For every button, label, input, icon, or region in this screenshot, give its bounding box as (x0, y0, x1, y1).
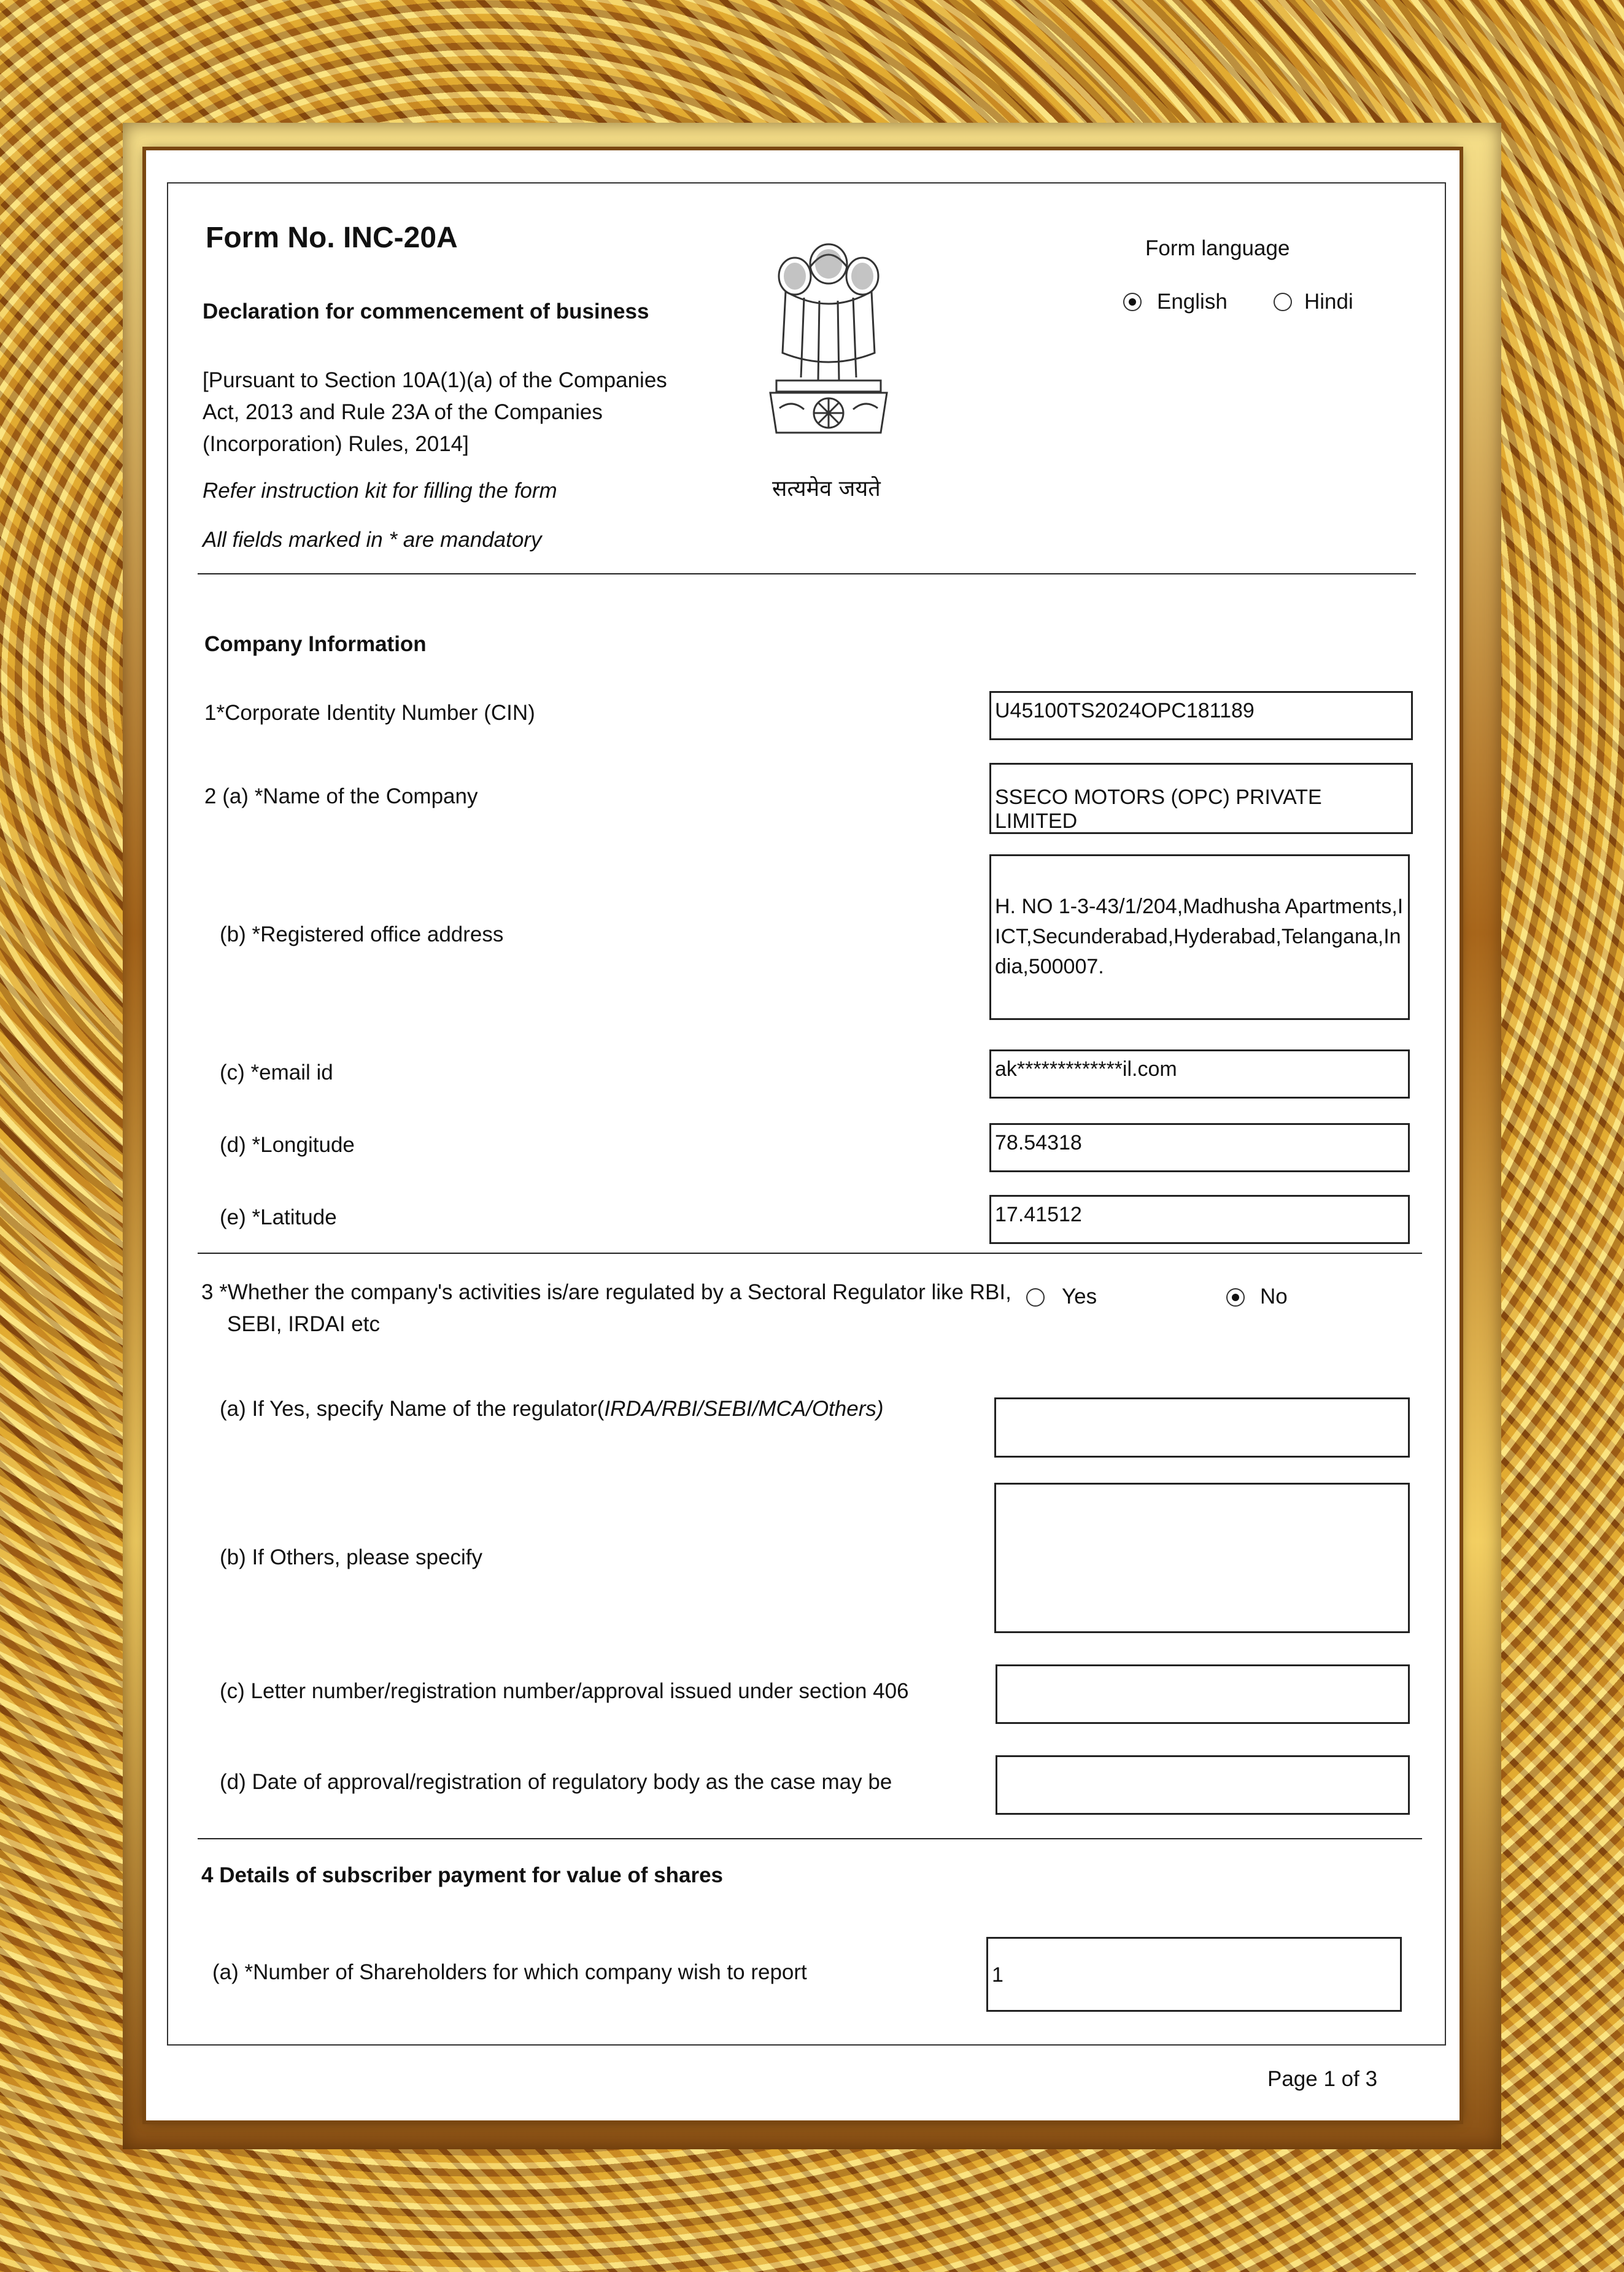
others-specify-label: (b) If Others, please specify (220, 1545, 482, 1569)
pursuant-line-2: Act, 2013 and Rule 23A of the Companies (203, 400, 603, 424)
national-emblem-icon (752, 230, 905, 463)
radio-regulated-no-label: No (1260, 1285, 1288, 1308)
email-field[interactable]: ak*************il.com (989, 1049, 1410, 1099)
approval-date-label: (d) Date of approval/registration of regulatory body as the case may be (220, 1770, 892, 1794)
declaration-title: Declaration for commencement of business (203, 299, 649, 323)
latitude-label: (e) *Latitude (220, 1205, 337, 1229)
section-divider-4 (198, 1838, 1422, 1839)
pursuant-line-3: (Incorporation) Rules, 2014] (203, 432, 469, 456)
regulator-name-label: (a) If Yes, specify Name of the regulator(IRDA/RBI/SEBI/MCA/Others) (220, 1397, 884, 1421)
mandatory-note: All fields marked in * are mandatory (203, 528, 542, 552)
shares-heading: 4 Details of subscriber payment for value of shares (201, 1863, 724, 1887)
approval-number-label: (c) Letter number/registration number/approval issued under section 406 (220, 1679, 909, 1703)
emblem-motto: सत्यमेव जयते (772, 476, 881, 501)
office-address-label: (b) *Registered office address (220, 922, 504, 946)
header-divider (198, 573, 1416, 574)
latitude-field[interactable]: 17.41512 (989, 1195, 1410, 1244)
form-language-label: Form language (1145, 236, 1290, 260)
radio-english-label: English (1157, 290, 1228, 314)
regulator-question-line-1: 3 *Whether the company's activities is/are regulated by a Sectoral Regulator like RBI, (201, 1280, 1011, 1304)
radio-english[interactable] (1123, 293, 1142, 311)
shareholders-count-label: (a) *Number of Shareholders for which company wish to report (212, 1960, 807, 1984)
cin-field[interactable]: U45100TS2024OPC181189 (989, 691, 1413, 740)
others-specify-field[interactable] (994, 1483, 1410, 1633)
form-title: Form No. INC-20A (206, 222, 458, 254)
instruction-text: Refer instruction kit for filling the form (203, 479, 557, 503)
radio-hindi-label: Hindi (1304, 290, 1353, 314)
company-info-heading: Company Information (204, 632, 427, 656)
approval-date-field[interactable] (996, 1755, 1410, 1815)
company-name-field[interactable]: SSECO MOTORS (OPC) PRIVATE LIMITED (989, 763, 1413, 834)
shareholders-count-field[interactable]: 1 (986, 1937, 1402, 2012)
radio-regulated-yes[interactable] (1026, 1288, 1045, 1307)
company-name-label: 2 (a) *Name of the Company (204, 784, 478, 808)
radio-regulated-yes-label: Yes (1062, 1285, 1097, 1308)
section-divider-3 (198, 1253, 1422, 1254)
approval-number-field[interactable] (996, 1664, 1410, 1724)
regulator-name-field[interactable] (994, 1397, 1410, 1458)
cin-label: 1*Corporate Identity Number (CIN) (204, 701, 535, 725)
longitude-label: (d) *Longitude (220, 1133, 355, 1157)
radio-hindi[interactable] (1274, 293, 1292, 311)
page-number: Page 1 of 3 (1267, 2067, 1378, 2091)
longitude-field[interactable]: 78.54318 (989, 1123, 1410, 1172)
office-address-field[interactable]: H. NO 1-3-43/1/204,Madhusha Apartments,IICT,Secunderabad,Hyderabad,Telangana,India,500007. (989, 854, 1410, 1020)
email-label: (c) *email id (220, 1061, 333, 1084)
pursuant-line-1: [Pursuant to Section 10A(1)(a) of the Companies (203, 368, 667, 392)
radio-regulated-no[interactable] (1226, 1288, 1245, 1307)
regulator-question-line-2: SEBI, IRDAI etc (227, 1312, 380, 1336)
